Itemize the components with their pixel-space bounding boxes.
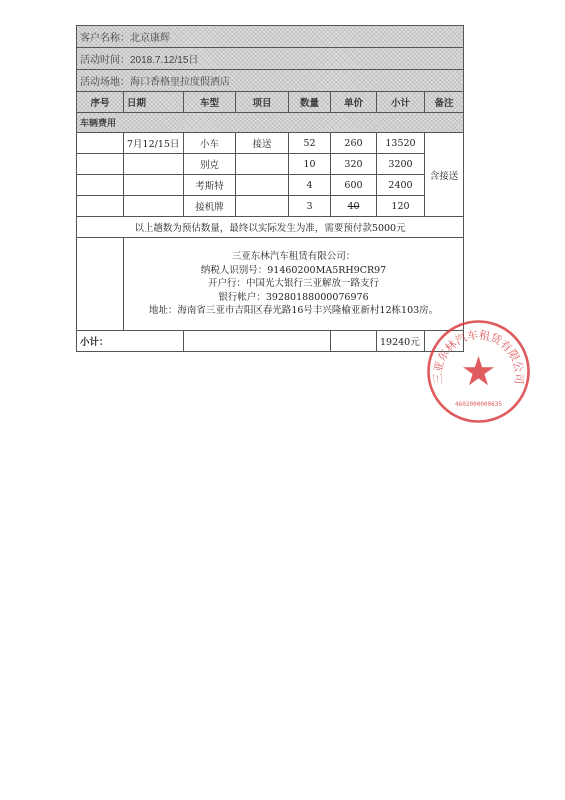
section-row bbox=[77, 113, 464, 133]
customer-row bbox=[77, 26, 464, 48]
note-row bbox=[77, 217, 464, 238]
table-header bbox=[77, 92, 464, 113]
header-model: 车型 bbox=[184, 92, 236, 113]
cell-qty: 52 bbox=[289, 133, 331, 154]
total-value: 19240元 bbox=[377, 331, 425, 352]
company-tax-id: 纳税人识别号：91460200MA5RH9CR97 bbox=[200, 264, 387, 276]
prepayment-note: 以上趟数为预估数量，最终以实际发生为准，需要预付款5000元 bbox=[77, 217, 464, 238]
cell-remark: 含接送 bbox=[425, 133, 464, 217]
total-blank-b bbox=[331, 331, 377, 352]
customer-name: 客户名称：北京康辉 bbox=[77, 26, 464, 48]
company-address: 地址：海南省三亚市吉阳区春光路16号丰兴隆榆亚新村12栋103房。 bbox=[148, 305, 439, 317]
header-item: 项目 bbox=[236, 92, 289, 113]
header-remark: 备注 bbox=[425, 92, 464, 113]
company-row bbox=[77, 238, 464, 331]
cell-subtotal: 3200 bbox=[377, 154, 425, 175]
cell-item: 接送 bbox=[236, 133, 289, 154]
cell-price: 260 bbox=[331, 133, 377, 154]
cell-item bbox=[236, 196, 289, 217]
cell-qty: 3 bbox=[289, 196, 331, 217]
cell-no bbox=[77, 154, 124, 175]
quotation-sheet bbox=[76, 25, 463, 352]
cell-no bbox=[77, 196, 124, 217]
cell-subtotal: 120 bbox=[377, 196, 425, 217]
cell-model: 小车 bbox=[184, 133, 236, 154]
company-info bbox=[124, 238, 464, 331]
cell-price: 40 bbox=[331, 196, 377, 217]
company-blank bbox=[77, 238, 124, 331]
cell-qty: 10 bbox=[289, 154, 331, 175]
event-place: 活动场地：海口香格里拉度假酒店 bbox=[77, 70, 464, 92]
table-row bbox=[77, 154, 464, 175]
table-row bbox=[77, 133, 464, 154]
header-date: 日期 bbox=[124, 92, 184, 113]
cell-no bbox=[77, 133, 124, 154]
cell-price: 600 bbox=[331, 175, 377, 196]
cell-model: 别克 bbox=[184, 154, 236, 175]
time-row bbox=[77, 48, 464, 70]
place-row bbox=[77, 70, 464, 92]
company-name: 三亚东林汽车租赁有限公司： bbox=[231, 251, 356, 263]
cell-subtotal: 13520 bbox=[377, 133, 425, 154]
cell-item bbox=[236, 154, 289, 175]
cell-date bbox=[124, 196, 184, 217]
total-row bbox=[77, 331, 464, 352]
quotation-table bbox=[76, 25, 464, 352]
cell-no bbox=[77, 175, 124, 196]
table-row bbox=[77, 196, 464, 217]
cell-item bbox=[236, 175, 289, 196]
cell-date: 7月12/15日 bbox=[124, 133, 184, 154]
total-blank-a bbox=[184, 331, 331, 352]
company-bank: 开户行：中国光大银行三亚解放一路支行 bbox=[207, 278, 379, 290]
event-time: 活动时间：2018.7.12/15日 bbox=[77, 48, 464, 70]
seal-star-icon bbox=[463, 356, 494, 385]
seal-code: 4602000000635 bbox=[455, 401, 502, 408]
cell-price: 320 bbox=[331, 154, 377, 175]
cell-model: 考斯特 bbox=[184, 175, 236, 196]
cell-subtotal: 2400 bbox=[377, 175, 425, 196]
total-label: 小计： bbox=[77, 331, 184, 352]
header-subtotal: 小计 bbox=[377, 92, 425, 113]
table-row bbox=[77, 175, 464, 196]
company-account: 银行帐户：39280188000076976 bbox=[218, 291, 369, 303]
seal-text: 三亚东林汽车租赁有限公司 bbox=[431, 328, 526, 385]
section-label: 车辆费用 bbox=[77, 113, 464, 133]
cell-date bbox=[124, 154, 184, 175]
cell-qty: 4 bbox=[289, 175, 331, 196]
header-price: 单价 bbox=[331, 92, 377, 113]
cell-model: 接机牌 bbox=[184, 196, 236, 217]
cell-date bbox=[124, 175, 184, 196]
header-no: 序号 bbox=[77, 92, 124, 113]
company-seal-stamp bbox=[425, 318, 532, 425]
header-qty: 数量 bbox=[289, 92, 331, 113]
